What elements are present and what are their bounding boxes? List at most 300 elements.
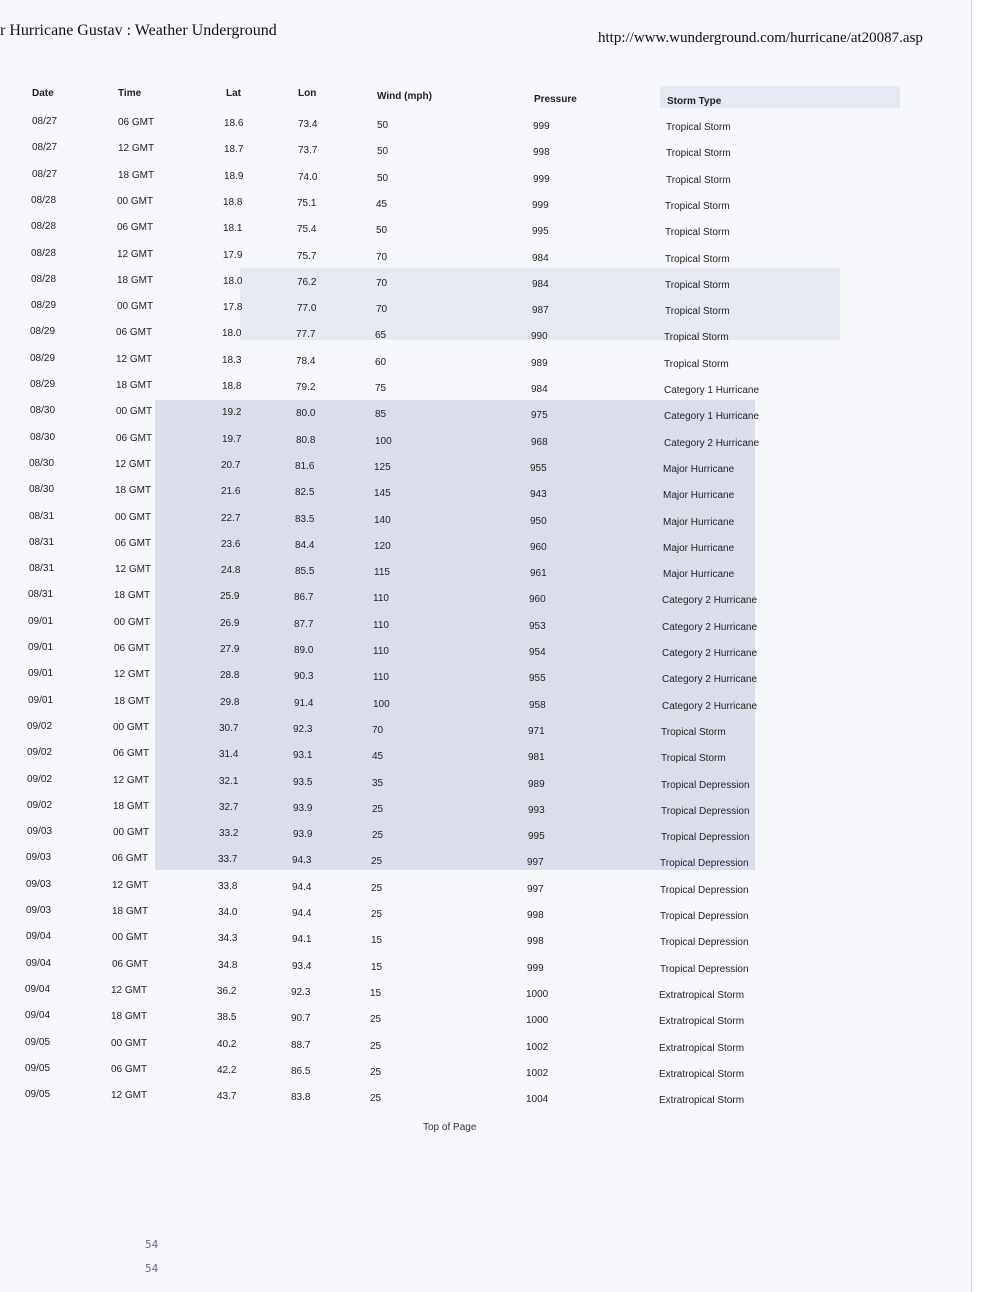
cell-lon: 92.3: [291, 986, 311, 998]
cell-lon: 89.0: [294, 645, 314, 656]
cell-lat: 18.1: [223, 223, 243, 235]
cell-lon: 82.5: [295, 487, 315, 499]
cell-time: 00 GMT: [114, 616, 151, 628]
cell-time: 06 GMT: [114, 643, 151, 654]
cell-lat: 18.7: [224, 144, 244, 156]
cell-wind: 25: [371, 856, 383, 868]
cell-date: 08/29: [30, 379, 56, 390]
table-row: [0, 616, 980, 642]
cell-wind: 45: [372, 751, 384, 763]
cell-wind: 70: [372, 724, 384, 736]
cell-lat: 32.7: [219, 801, 239, 813]
cell-pressure: 1002: [526, 1041, 549, 1053]
cell-lon: 93.4: [292, 960, 312, 972]
cell-storm-type: Tropical Storm: [666, 174, 731, 186]
cell-wind: 110: [373, 619, 389, 631]
cell-pressure: 998: [527, 910, 544, 921]
cell-lon: 86.7: [294, 592, 314, 604]
cell-time: 18 GMT: [118, 169, 155, 181]
cell-lat: 29.8: [220, 696, 240, 708]
cell-wind: 100: [375, 435, 392, 447]
table-row: [0, 248, 980, 274]
cell-pressure: 955: [529, 673, 546, 685]
cell-lon: 76.2: [297, 276, 317, 288]
cell-wind: 25: [372, 803, 384, 815]
cell-wind: 75: [375, 383, 387, 394]
cell-date: 08/31: [29, 536, 55, 548]
cell-lon: 75.7: [297, 250, 317, 262]
table-row: [0, 537, 980, 563]
cell-storm-type: Major Hurricane: [663, 542, 735, 554]
cell-pressure: 993: [528, 804, 545, 816]
cell-pressure: 989: [528, 778, 545, 790]
cell-lat: 34.3: [218, 933, 238, 945]
cell-date: 08/27: [32, 168, 58, 180]
table-row: [0, 511, 980, 537]
cell-storm-type: Tropical Depression: [660, 884, 749, 896]
cell-time: 06 GMT: [117, 222, 154, 234]
cell-wind: 70: [376, 304, 388, 316]
table-row: [0, 221, 980, 247]
cell-time: 18 GMT: [114, 695, 151, 707]
column-header-storm-type: Storm Type: [667, 96, 722, 107]
top-of-page-link[interactable]: Top of Page: [423, 1122, 477, 1133]
table-row: [0, 852, 980, 878]
table-row: [0, 116, 980, 142]
cell-time: 18 GMT: [115, 485, 152, 497]
cell-time: 12 GMT: [112, 879, 149, 891]
cell-date: 09/02: [27, 747, 53, 759]
cell-lat: 38.5: [217, 1012, 237, 1024]
cell-pressure: 950: [530, 515, 547, 527]
cell-lat: 18.0: [223, 275, 243, 287]
cell-pressure: 987: [532, 305, 549, 317]
cell-time: 00 GMT: [116, 406, 153, 418]
table-row: [0, 984, 980, 1010]
table-row: [0, 668, 980, 694]
cell-time: 18 GMT: [113, 800, 150, 812]
cell-lat: 30.7: [219, 722, 239, 734]
table-row: [0, 563, 980, 589]
cell-wind: 25: [372, 830, 384, 842]
cell-time: 00 GMT: [111, 1037, 148, 1049]
cell-wind: 25: [371, 909, 383, 920]
cell-lat: 34.0: [218, 907, 238, 918]
cell-lat: 33.7: [218, 854, 238, 866]
table-row: [0, 642, 980, 668]
cell-storm-type: Extratropical Storm: [659, 1042, 745, 1054]
cell-wind: 110: [373, 646, 389, 657]
table-row: [0, 300, 980, 326]
cell-pressure: 989: [531, 357, 548, 369]
cell-pressure: 954: [529, 647, 546, 658]
cell-date: 08/29: [30, 352, 56, 364]
cell-pressure: 999: [527, 962, 544, 974]
page-url[interactable]: http://www.wunderground.com/hurricane/at20087.asp: [598, 30, 923, 46]
cell-date: 09/03: [27, 826, 53, 838]
cell-lon: 83.8: [291, 1092, 311, 1104]
cell-date: 08/30: [29, 457, 55, 469]
cell-date: 09/01: [28, 694, 54, 706]
cell-wind: 35: [372, 777, 384, 789]
cell-pressure: 984: [532, 278, 549, 290]
cell-date: 08/28: [31, 221, 57, 233]
cell-date: 09/01: [28, 642, 54, 653]
cell-lon: 90.3: [294, 671, 314, 683]
cell-storm-type: Extratropical Storm: [659, 989, 745, 1001]
table-row: [0, 774, 980, 800]
cell-time: 06 GMT: [115, 537, 152, 549]
cell-pressure: 975: [531, 410, 548, 422]
cell-time: 06 GMT: [112, 853, 149, 865]
cell-lon: 79.2: [296, 382, 316, 393]
handwritten-note: 54: [145, 1262, 159, 1275]
cell-wind: 25: [370, 1040, 382, 1052]
cell-storm-type: Tropical Storm: [664, 358, 729, 370]
cell-pressure: 981: [528, 752, 545, 764]
cell-storm-type: Tropical Storm: [665, 306, 730, 318]
cell-lat: 22.7: [221, 512, 241, 524]
cell-lat: 43.7: [217, 1091, 237, 1103]
cell-storm-type: Tropical Storm: [665, 279, 730, 291]
cell-time: 06 GMT: [113, 748, 150, 760]
cell-pressure: 995: [528, 831, 545, 843]
cell-date: 08/29: [31, 300, 57, 312]
cell-storm-type: Major Hurricane: [663, 463, 735, 475]
cell-time: 06 GMT: [118, 117, 155, 128]
cell-date: 08/30: [29, 484, 55, 496]
cell-wind: 145: [374, 488, 391, 500]
cell-lat: 32.1: [219, 775, 239, 787]
cell-wind: 60: [375, 356, 387, 368]
cell-wind: 115: [374, 567, 390, 579]
table-row: [0, 326, 980, 352]
cell-date: 09/01: [28, 668, 54, 680]
cell-storm-type: Extratropical Storm: [659, 1068, 745, 1080]
cell-lat: 28.8: [220, 670, 240, 682]
cell-storm-type: Category 2 Hurricane: [662, 700, 758, 712]
cell-time: 12 GMT: [111, 1090, 148, 1102]
cell-storm-type: Category 2 Hurricane: [662, 648, 758, 659]
cell-date: 08/31: [29, 563, 55, 575]
cell-lat: 17.9: [223, 249, 243, 261]
cell-date: 09/03: [26, 852, 52, 864]
cell-pressure: 999: [533, 173, 550, 185]
cell-storm-type: Tropical Storm: [661, 753, 726, 765]
cell-lat: 40.2: [217, 1038, 237, 1050]
cell-wind: 50: [377, 120, 389, 131]
cell-lon: 93.1: [293, 750, 313, 762]
cell-lon: 94.1: [292, 934, 312, 946]
cell-lat: 26.9: [220, 617, 240, 629]
page-title: r Hurricane Gustav : Weather Underground: [0, 22, 277, 39]
cell-pressure: 953: [529, 620, 546, 632]
cell-storm-type: Tropical Depression: [660, 911, 749, 922]
cell-time: 00 GMT: [113, 721, 150, 733]
cell-storm-type: Tropical Depression: [661, 832, 750, 844]
cell-date: 09/03: [26, 878, 52, 890]
cell-lat: 36.2: [217, 985, 237, 997]
cell-storm-type: Category 2 Hurricane: [662, 621, 758, 633]
cell-time: 18 GMT: [117, 274, 154, 286]
cell-lon: 80.0: [296, 408, 316, 420]
handwritten-note: 54: [145, 1238, 159, 1251]
cell-lat: 19.7: [222, 433, 242, 445]
cell-lon: 87.7: [294, 618, 314, 630]
cell-pressure: 960: [529, 594, 546, 606]
cell-lat: 18.8: [223, 196, 243, 208]
cell-pressure: 990: [531, 331, 548, 343]
cell-lon: 91.4: [294, 697, 314, 709]
cell-storm-type: Category 1 Hurricane: [664, 411, 760, 423]
cell-lon: 74.0: [298, 171, 318, 183]
cell-lon: 83.5: [295, 513, 315, 525]
cell-storm-type: Major Hurricane: [663, 569, 735, 581]
table-row: [0, 1037, 980, 1063]
column-header-lat: Lat: [226, 88, 241, 99]
column-header-lon: Lon: [298, 88, 317, 99]
table-row: [0, 747, 980, 773]
cell-lat: 42.2: [217, 1064, 237, 1076]
cell-lon: 90.7: [291, 1013, 311, 1025]
cell-wind: 15: [371, 961, 383, 973]
cell-lon: 93.5: [293, 776, 313, 788]
cell-wind: 110: [373, 593, 389, 605]
cell-wind: 50: [377, 172, 389, 184]
column-header-time: Time: [118, 88, 142, 99]
cell-storm-type: Tropical Storm: [661, 726, 726, 738]
cell-date: 09/05: [25, 1036, 51, 1048]
cell-time: 12 GMT: [117, 248, 154, 260]
cell-lon: 77.0: [297, 303, 317, 315]
cell-lat: 18.6: [224, 118, 244, 129]
cell-lat: 25.9: [220, 591, 240, 603]
cell-lon: 73.4: [298, 119, 318, 130]
cell-time: 12 GMT: [114, 669, 151, 681]
cell-pressure: 995: [532, 226, 549, 238]
cell-lon: 75.4: [297, 224, 317, 236]
cell-date: 08/31: [29, 510, 55, 522]
table-row: [0, 1063, 980, 1089]
cell-wind: 50: [376, 225, 388, 237]
table-row: [0, 589, 980, 615]
cell-wind: 25: [370, 1093, 382, 1105]
cell-date: 08/31: [28, 589, 54, 601]
table-row: [0, 274, 980, 300]
cell-pressure: 999: [532, 199, 549, 211]
cell-wind: 125: [374, 461, 391, 473]
cell-date: 09/04: [26, 957, 52, 969]
cell-wind: 140: [374, 514, 391, 526]
cell-time: 06 GMT: [111, 1063, 148, 1075]
cell-lon: 77.7: [296, 329, 316, 341]
cell-lat: 20.7: [221, 459, 241, 471]
cell-lon: 80.8: [296, 434, 316, 446]
table-row: [0, 721, 980, 747]
cell-lon: 94.4: [292, 881, 312, 893]
cell-pressure: 1000: [526, 1015, 549, 1027]
cell-wind: 120: [374, 540, 391, 552]
cell-wind: 45: [376, 198, 388, 210]
cell-time: 06 GMT: [116, 432, 153, 444]
cell-lat: 33.8: [218, 880, 238, 892]
cell-time: 00 GMT: [113, 827, 150, 839]
cell-date: 09/04: [25, 983, 51, 995]
table-row: [0, 484, 980, 510]
cell-lon: 85.5: [295, 566, 315, 578]
cell-storm-type: Major Hurricane: [663, 516, 735, 528]
cell-date: 09/01: [28, 615, 54, 627]
cell-date: 09/02: [27, 720, 53, 732]
cell-storm-type: Category 1 Hurricane: [664, 385, 760, 396]
cell-time: 18 GMT: [111, 1011, 148, 1023]
cell-date: 09/02: [27, 799, 53, 811]
column-header-pressure: Pressure: [534, 94, 577, 105]
table-row: [0, 905, 980, 931]
cell-date: 09/04: [26, 931, 52, 943]
cell-pressure: 971: [528, 725, 545, 737]
cell-storm-type: Category 2 Hurricane: [664, 437, 760, 449]
cell-lon: 88.7: [291, 1039, 311, 1051]
cell-lat: 34.8: [218, 959, 238, 971]
cell-date: 08/30: [30, 405, 56, 417]
cell-storm-type: Tropical Depression: [661, 805, 750, 817]
table-row: [0, 931, 980, 957]
cell-pressure: 998: [533, 147, 550, 159]
cell-pressure: 943: [530, 489, 547, 501]
cell-storm-type: Tropical Depression: [660, 858, 749, 870]
cell-storm-type: Category 2 Hurricane: [662, 595, 758, 607]
cell-lat: 18.8: [222, 381, 242, 392]
cell-storm-type: Extratropical Storm: [659, 1016, 745, 1028]
cell-wind: 110: [373, 672, 389, 684]
cell-pressure: 1004: [526, 1094, 549, 1106]
cell-time: 00 GMT: [117, 195, 154, 207]
cell-lon: 86.5: [291, 1065, 311, 1077]
column-header-date: Date: [32, 88, 54, 99]
cell-pressure: 1002: [526, 1067, 549, 1079]
cell-date: 09/03: [26, 905, 52, 916]
cell-lat: 31.4: [219, 749, 239, 761]
cell-time: 12 GMT: [111, 984, 148, 996]
cell-lat: 21.6: [221, 486, 241, 498]
cell-time: 12 GMT: [116, 353, 153, 365]
table-row: [0, 169, 980, 195]
table-row: [0, 1089, 980, 1115]
cell-lat: 18.9: [224, 170, 244, 182]
cell-lat: 23.6: [221, 538, 241, 550]
cell-time: 12 GMT: [118, 143, 155, 155]
cell-pressure: 958: [529, 699, 546, 711]
cell-date: 08/28: [31, 194, 57, 206]
cell-lon: 73.7: [298, 145, 318, 157]
cell-storm-type: Tropical Storm: [664, 332, 729, 344]
table-row: [0, 1010, 980, 1036]
table-row: [0, 142, 980, 168]
cell-time: 18 GMT: [112, 906, 149, 917]
cell-wind: 85: [375, 409, 387, 421]
cell-date: 09/05: [25, 1089, 51, 1101]
table-row: [0, 195, 980, 221]
cell-pressure: 997: [527, 883, 544, 895]
cell-date: 08/27: [32, 116, 58, 127]
cell-lon: 94.3: [292, 855, 312, 867]
cell-lon: 94.4: [292, 908, 312, 919]
cell-storm-type: Tropical Storm: [666, 122, 731, 133]
cell-storm-type: Tropical Storm: [665, 253, 730, 265]
cell-time: 06 GMT: [112, 958, 149, 970]
cell-time: 00 GMT: [112, 932, 149, 944]
cell-lat: 24.8: [221, 565, 241, 577]
cell-storm-type: Tropical Depression: [660, 963, 749, 975]
cell-lon: 84.4: [295, 539, 315, 551]
cell-time: 12 GMT: [115, 458, 152, 470]
cell-pressure: 999: [533, 121, 550, 132]
cell-pressure: 984: [532, 252, 549, 264]
cell-wind: 15: [371, 935, 383, 947]
cell-time: 00 GMT: [117, 301, 154, 313]
cell-wind: 50: [377, 146, 389, 158]
column-header-wind: Wind (mph): [377, 91, 432, 102]
cell-lat: 18.3: [222, 354, 242, 366]
cell-date: 09/04: [25, 1010, 51, 1022]
cell-pressure: 968: [531, 436, 548, 448]
cell-lat: 17.8: [223, 302, 243, 314]
cell-time: 06 GMT: [116, 327, 153, 339]
cell-time: 12 GMT: [113, 774, 150, 786]
cell-date: 08/29: [30, 326, 56, 338]
cell-lon: 75.1: [297, 197, 317, 209]
table-row: [0, 800, 980, 826]
cell-time: 18 GMT: [116, 380, 153, 391]
cell-lon: 81.6: [295, 460, 315, 472]
table-row: [0, 958, 980, 984]
cell-storm-type: Tropical Storm: [665, 227, 730, 239]
table-row: [0, 458, 980, 484]
cell-wind: 25: [370, 1066, 382, 1078]
cell-date: 09/05: [25, 1062, 51, 1074]
cell-date: 09/02: [27, 773, 53, 785]
cell-lat: 19.2: [222, 407, 242, 419]
cell-pressure: 955: [530, 462, 547, 474]
cell-lon: 93.9: [293, 802, 313, 814]
cell-wind: 100: [373, 698, 390, 710]
cell-lon: 92.3: [293, 723, 313, 735]
cell-storm-type: Tropical Depression: [661, 779, 750, 791]
table-row: [0, 405, 980, 431]
cell-wind: 15: [370, 987, 382, 999]
cell-wind: 25: [371, 882, 383, 894]
cell-wind: 25: [370, 1014, 382, 1026]
table-row: [0, 379, 980, 405]
cell-time: 18 GMT: [114, 590, 151, 602]
table-row: [0, 826, 980, 852]
cell-storm-type: Category 2 Hurricane: [662, 674, 758, 686]
cell-date: 08/28: [31, 273, 57, 285]
cell-pressure: 960: [530, 541, 547, 553]
cell-pressure: 984: [531, 384, 548, 395]
cell-date: 08/28: [31, 247, 57, 259]
cell-time: 12 GMT: [115, 564, 152, 576]
cell-wind: 70: [376, 251, 388, 263]
cell-lon: 93.9: [293, 829, 313, 841]
cell-lon: 78.4: [296, 355, 316, 367]
cell-time: 00 GMT: [115, 511, 152, 523]
cell-date: 08/30: [30, 431, 56, 443]
cell-date: 08/27: [32, 142, 58, 154]
cell-pressure: 997: [527, 857, 544, 869]
table-row: [0, 879, 980, 905]
